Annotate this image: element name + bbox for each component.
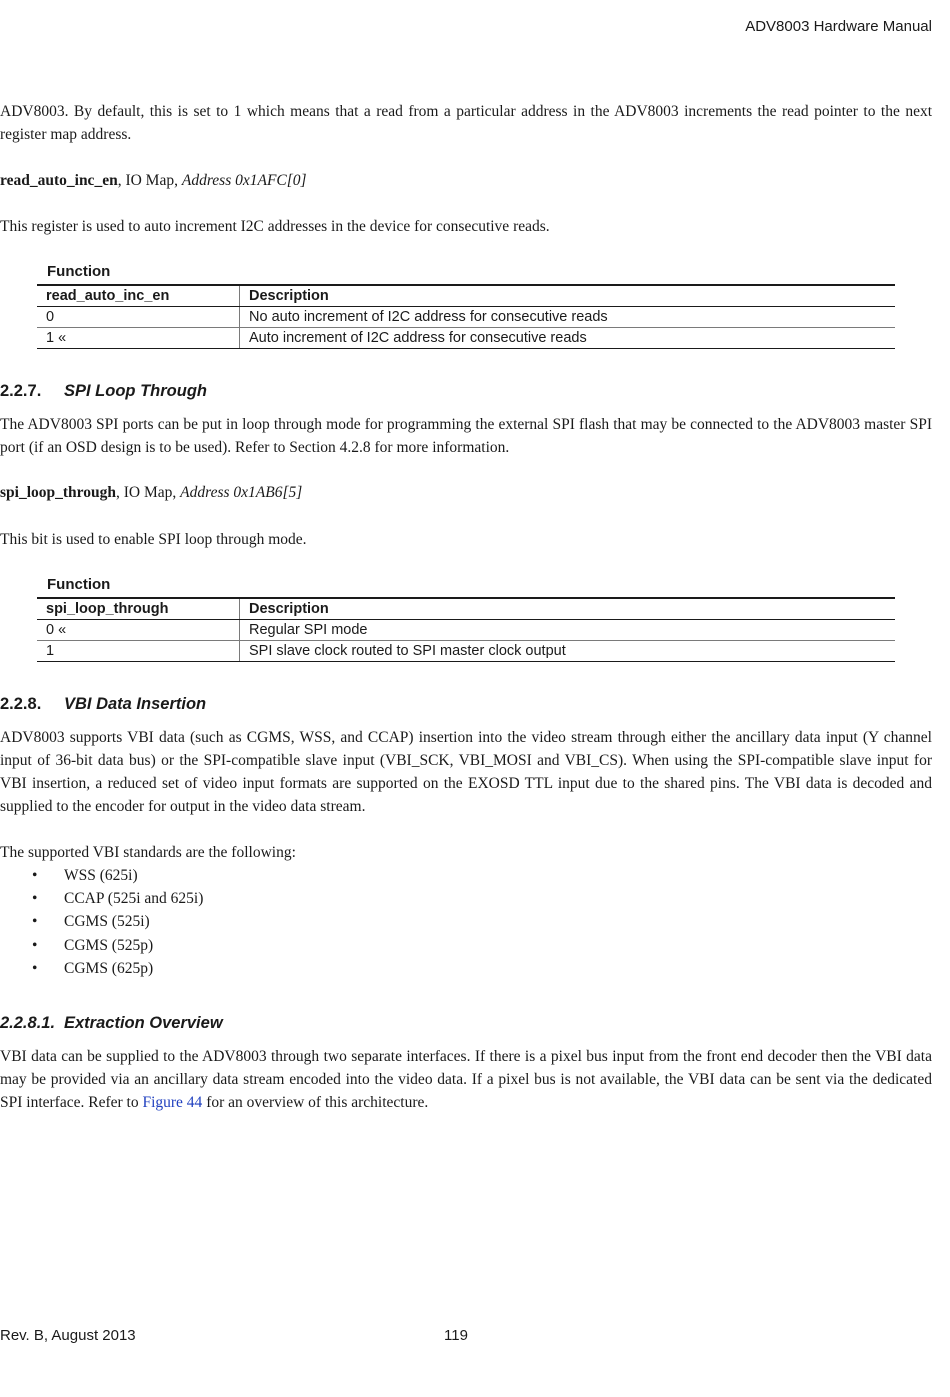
section-heading-2-2-8	[0, 695, 206, 714]
bullet-icon: •	[32, 936, 38, 954]
intro-paragraph: ADV8003. By default, this is set to 1 which means that a read from a particular address in the ADV8003 increments the read pointer to the next register map address.	[0, 103, 932, 143]
section-number: 2.2.8.	[0, 695, 42, 713]
footer-revision: Rev. B, August 2013	[0, 1327, 136, 1344]
bullet-icon: •	[32, 913, 38, 931]
table-header-description: Description	[240, 285, 896, 307]
section-title: VBI Data Insertion	[64, 695, 207, 713]
table-header-value: spi_loop_through	[37, 598, 240, 620]
table-cell-description: Regular SPI mode	[240, 620, 896, 641]
table-header-description: Description	[240, 598, 896, 620]
table-cell-value: 0 «	[37, 620, 240, 641]
extraction-overview-paragraph: VBI data can be supplied to the ADV8003 through two separate interfaces. If there is a pixel bus input from the front end decoder then the VBI data may be provided via an ancillary data stream encoded into the video data. If a pixel bus is not available, the VBI data can be sent via the dedicated SPI interface. Refer to Figure 44 for an overview of this architecture.	[0, 1048, 932, 1111]
vbi-standards-list	[0, 864, 203, 980]
register-address: Address 0x1AB6[5]	[180, 484, 303, 501]
list-item: • CCAP (525i and 625i)	[0, 887, 203, 910]
register-address: Address 0x1AFC[0]	[181, 172, 307, 189]
table-cell-value: 0	[37, 307, 240, 328]
table-cell-value: 1 «	[37, 328, 240, 349]
section-title: SPI Loop Through	[64, 382, 207, 400]
vbi-standards-intro: The supported VBI standards are the following:	[0, 844, 296, 861]
table-row	[37, 328, 895, 349]
register-description: This register is used to auto increment I2C addresses in the device for consecutive reads.	[0, 218, 550, 235]
register-description: This bit is used to enable SPI loop through mode.	[0, 531, 307, 548]
bullet-icon: •	[32, 959, 38, 977]
bullet-icon: •	[32, 890, 38, 908]
section-heading-2-2-7	[0, 382, 207, 401]
table-title: Function	[47, 576, 111, 593]
table-row	[37, 641, 895, 662]
spi-loop-through-table	[37, 597, 895, 662]
page-header: ADV8003 Hardware Manual	[745, 18, 932, 35]
register-name: spi_loop_through	[0, 484, 117, 501]
table-cell-description: SPI slave clock routed to SPI master clock output	[240, 641, 896, 662]
register-map: , IO Map,	[117, 172, 182, 189]
table-row	[37, 307, 895, 328]
table-cell-description: No auto increment of I2C address for consecutive reads	[240, 307, 896, 328]
footer-page-number: 119	[444, 1327, 468, 1344]
table-cell-value: 1	[37, 641, 240, 662]
register-map: , IO Map,	[116, 484, 181, 501]
section-number: 2.2.8.1.	[0, 1014, 56, 1032]
table-header-row	[37, 598, 895, 620]
register-name: read_auto_inc_en	[0, 172, 118, 189]
table-row	[37, 620, 895, 641]
spi-loop-paragraph: The ADV8003 SPI ports can be put in loop through mode for programming the external SPI flash that may be connected to the ADV8003 master SPI port (if an OSD design is to be used). Refer to Section 4.2.8 for more information.	[0, 416, 932, 456]
register-read-auto-inc-en	[0, 172, 307, 190]
vbi-insertion-paragraph: ADV8003 supports VBI data (such as CGMS, WSS, and CCAP) insertion into the video stream through either the ancillary data input (Y channel input of 36-bit data bus) or the SPI-compatible slave input (VBI_SCK, VBI_MOSI and VBI_CS). When using the SPI-compatible slave input for VBI insertion, a reduced set of video input formats are supported on the EXOSD TTL input due to the shared pins. The VBI data is decoded and supplied to the encoder for output in the video data stream.	[0, 729, 932, 815]
register-spi-loop-through	[0, 484, 302, 502]
section-number: 2.2.7.	[0, 382, 42, 400]
list-item: • WSS (625i)	[0, 864, 203, 887]
list-item: • CGMS (625p)	[0, 957, 203, 980]
read-auto-inc-en-table	[37, 284, 895, 349]
section-title: Extraction Overview	[64, 1014, 223, 1032]
figure-44-link[interactable]: Figure 44	[142, 1094, 203, 1111]
table-header-value: read_auto_inc_en	[37, 285, 240, 307]
list-item: • CGMS (525i)	[0, 910, 203, 933]
list-item: • CGMS (525p)	[0, 934, 203, 957]
table-title: Function	[47, 263, 111, 280]
table-cell-description: Auto increment of I2C address for consecutive reads	[240, 328, 896, 349]
bullet-icon: •	[32, 867, 38, 884]
section-heading-2-2-8-1	[0, 1014, 223, 1033]
table-header-row	[37, 285, 895, 307]
